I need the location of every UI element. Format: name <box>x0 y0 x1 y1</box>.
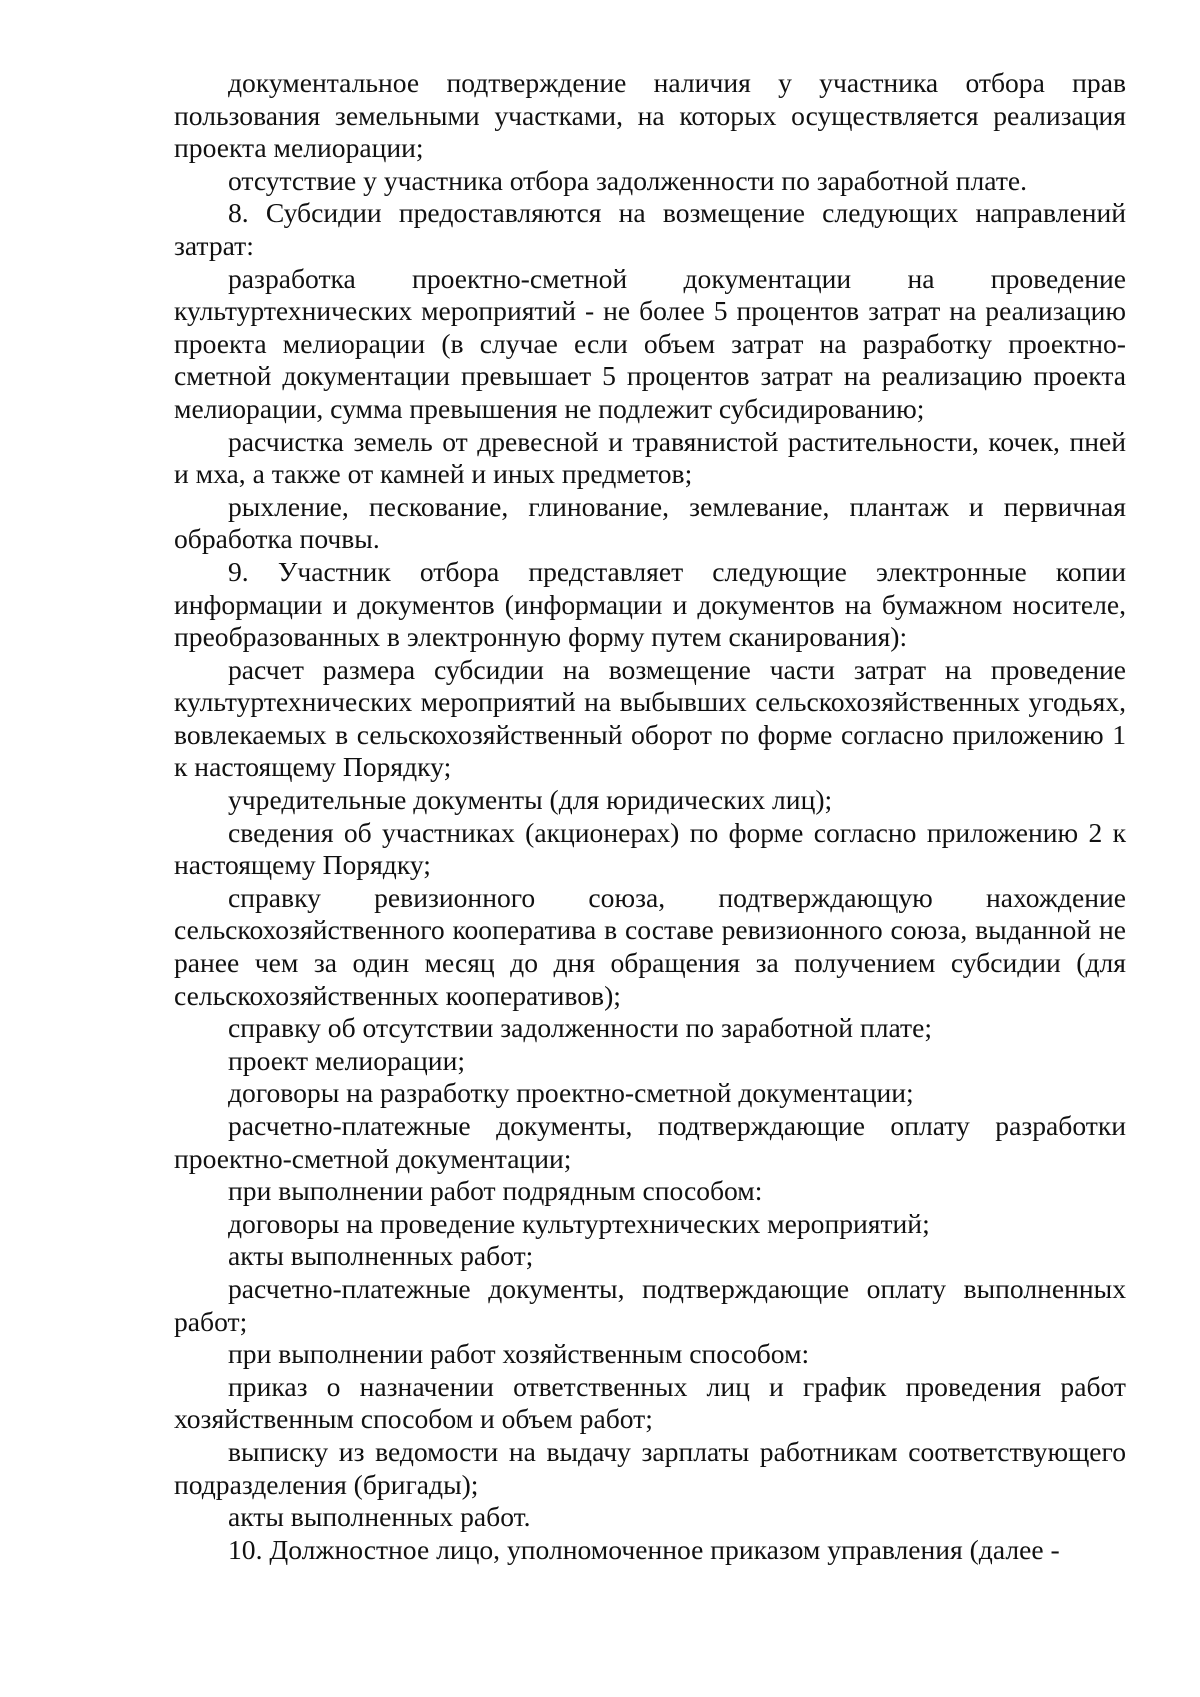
paragraph-melioration-project: проект мелиорации; <box>228 1044 465 1076</box>
paragraph-design-estimate: разработка проектно-сметной документации на проведение культуртехнических мероприятий - не более 5 процентов затрат на реализацию проекта мелиорации (в случае если объем затрат на разработку проектно-сметной документации превышает 5 процентов затрат на реализацию проекта мелиорации, сумма превышения не подлежит субсидированию; <box>174 262 1126 424</box>
paragraph-audit-union-certificate: справку ревизионного союза, подтверждающую нахождение сельскохозяйственного кооператива в составе ревизионного союза, выданной не ранее чем за один месяц до дня обращения за получением субсидии (для сельскохозяйственных кооперативов); <box>174 881 1126 1011</box>
paragraph-land-rights: документальное подтверждение наличия у участника отбора прав пользования земельными участками, на которых осуществляется реализация проекта мелиорации; <box>174 67 1126 164</box>
paragraph-works-contracts: договоры на проведение культуртехнических мероприятий; <box>228 1207 930 1239</box>
paragraph-payroll-extract: выписку из ведомости на выдачу зарплаты работникам соответствующего подразделения (бригады); <box>174 1435 1126 1500</box>
paragraph-section-10: 10. Должностное лицо, уполномоченное приказом управления (далее - <box>228 1533 1060 1565</box>
paragraph-shareholders-info: сведения об участниках (акционерах) по форме согласно приложению 2 к настоящему Порядку; <box>174 816 1126 881</box>
paragraph-appointment-order: приказ о назначении ответственных лиц и график проведения работ хозяйственным способом и объем работ; <box>174 1370 1126 1435</box>
paragraph-contract-method: при выполнении работ подрядным способом: <box>228 1175 763 1207</box>
paragraph-works-payment-docs: расчетно-платежные документы, подтверждающие оплату выполненных работ; <box>174 1272 1126 1337</box>
paragraph-design-contracts: договоры на разработку проектно-сметной документации; <box>228 1077 914 1109</box>
paragraph-own-method: при выполнении работ хозяйственным способом: <box>228 1338 810 1370</box>
document-page <box>174 67 1126 1566</box>
paragraph-design-payment-docs: расчетно-платежные документы, подтверждающие оплату разработки проектно-сметной документации; <box>174 1110 1126 1174</box>
paragraph-section-8: 8. Субсидии предоставляются на возмещение следующих направлений затрат: <box>174 197 1126 261</box>
paragraph-founding-documents: учредительные документы (для юридических лиц); <box>228 784 833 816</box>
paragraph-wage-debt-certificate: справку об отсутствии задолженности по заработной плате; <box>228 1012 932 1044</box>
paragraph-subsidy-calculation: расчет размера субсидии на возмещение части затрат на проведение культуртехнических мероприятий на выбывших сельскохозяйственных угодьях, вовлекаемых в сельскохозяйственный оборот по форме согласно приложению 1 к настоящему Порядку; <box>174 653 1126 783</box>
paragraph-land-clearing: расчистка земель от древесной и травянистой растительности, кочек, пней и мха, а также от камней и иных предметов; <box>174 425 1126 490</box>
paragraph-soil-treatment: рыхление, пескование, глинование, землевание, плантаж и первичная обработка почвы. <box>174 490 1126 555</box>
paragraph-completion-acts: акты выполненных работ; <box>228 1240 534 1272</box>
paragraph-completion-acts-own: акты выполненных работ. <box>228 1501 531 1533</box>
paragraph-section-9: 9. Участник отбора представляет следующие электронные копии информации и документов (информации и документов на бумажном носителе, преобразованных в электронную форму путем сканирования): <box>174 555 1126 653</box>
paragraph-no-wage-debt: отсутствие у участника отбора задолженности по заработной плате. <box>228 164 1028 196</box>
